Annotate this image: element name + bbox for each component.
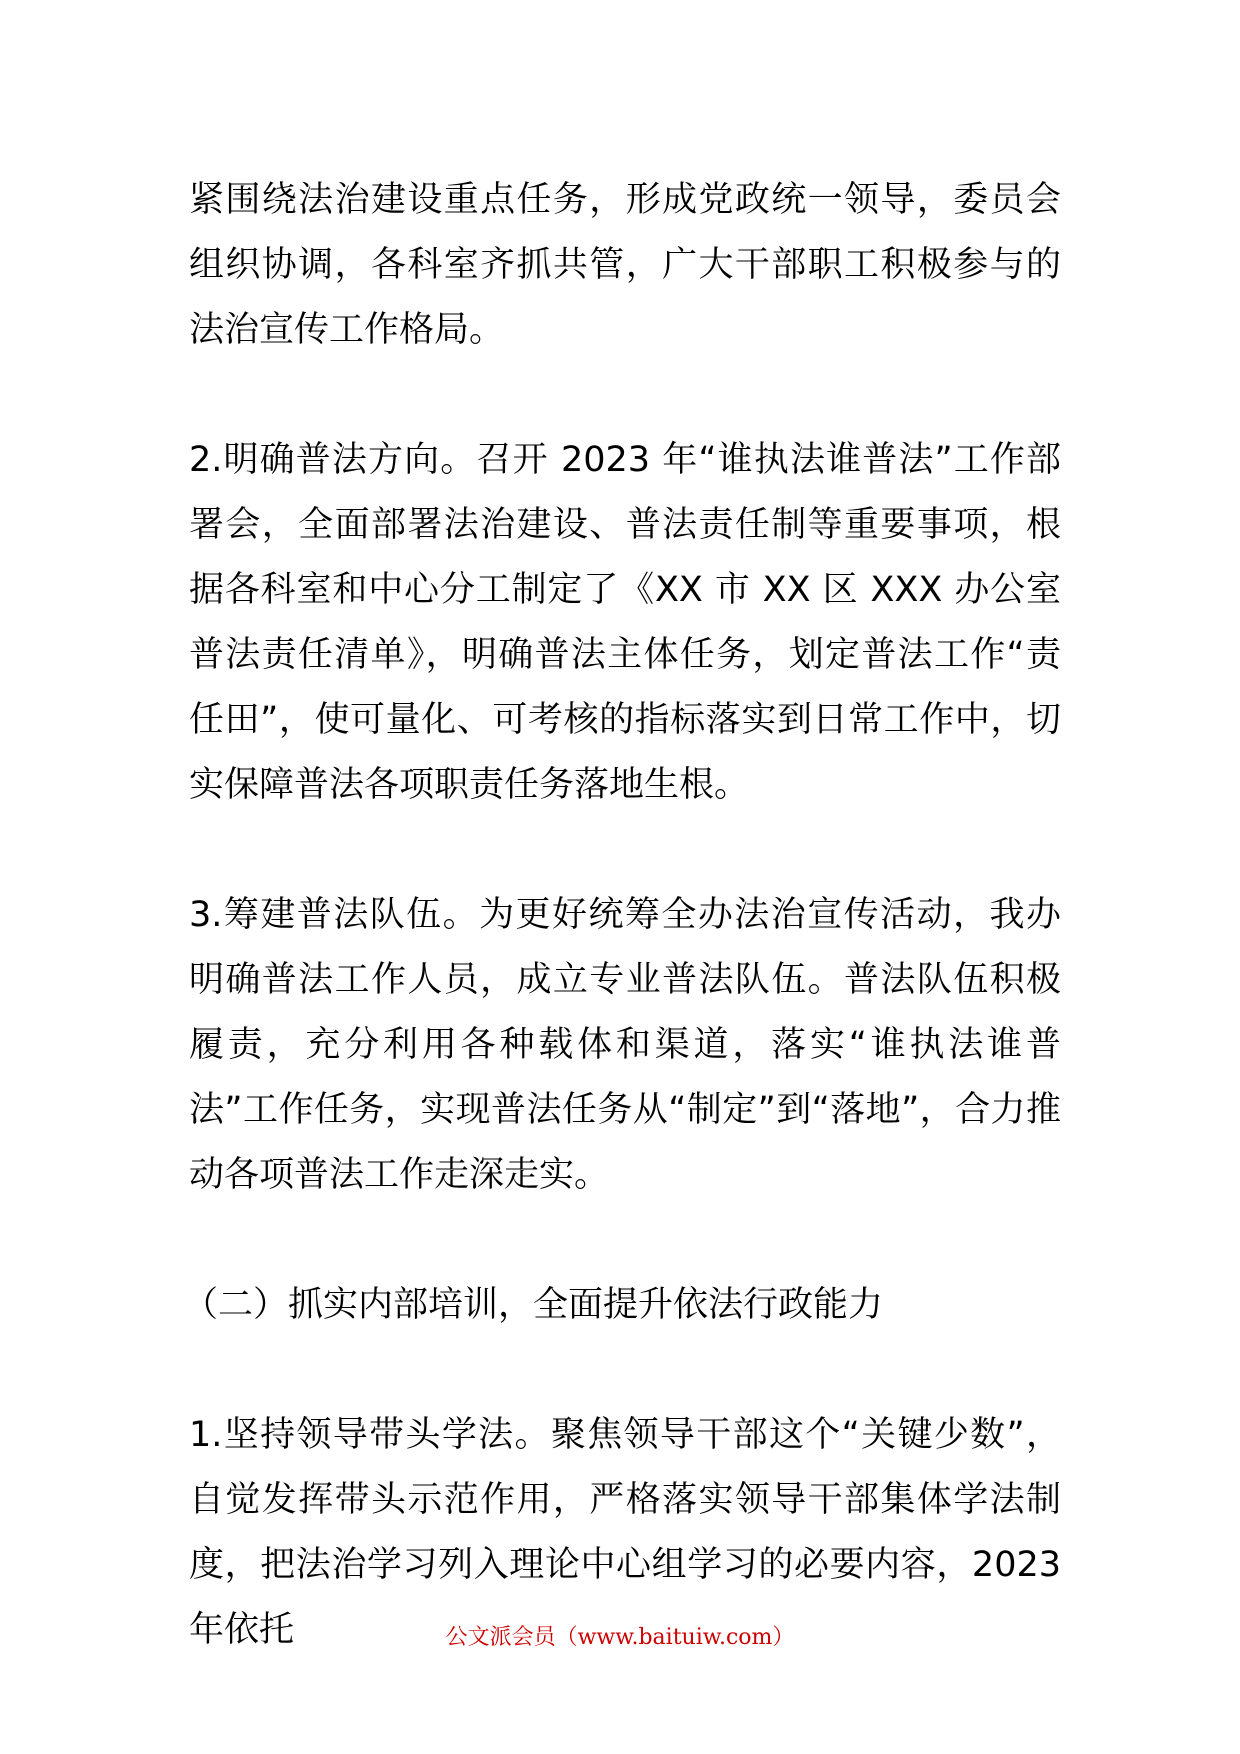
section-heading: （二）抓实内部培训，全面提升依法行政能力 — [183, 1285, 884, 1325]
paragraph-2: 2.明确普法方向。召开 2023 年“谁执法谁普法”工作部署会，全面部署法治建设、普法责任制等重要事项，根据各科室和中心分工制定了《XX 市 XX 区 XXX 办公室普法责任清单》，明确普法主体任务，划定普法工作“责任田”，使可量化、可考核的指标落实到日常工作中，切实保障普法各项职责任务落地生根。 — [189, 440, 1061, 805]
paragraph-spacer — [189, 818, 1061, 883]
document-body — [183, 168, 1061, 1663]
paragraph-spacer — [189, 363, 1061, 428]
paragraph-4: 1.坚持领导带头学法。聚焦领导干部这个“关键少数”，自觉发挥带头示范作用，严格落实领导干部集体学法制度，把法治学习列入理论中心组学习的必要内容，2023 年依托 — [189, 1415, 1061, 1650]
paragraph-1: 紧围绕法治建设重点任务，形成党政统一领导，委员会组织协调，各科室齐抓共管，广大干部职工积极参与的法治宣传工作格局。 — [189, 180, 1061, 350]
paragraph-spacer — [189, 1338, 1061, 1403]
footer-watermark: 公文派会员（www.baituiw.com） — [445, 1625, 795, 1650]
paragraph-3: 3.筹建普法队伍。为更好统筹全办法治宣传活动，我办明确普法工作人员，成立专业普法队伍。普法队伍积极履责，充分利用各种载体和渠道，落实“谁执法谁普法”工作任务，实现普法任务从“制定”到“落地”，合力推动各项普法工作走深走实。 — [189, 895, 1061, 1195]
paragraph-spacer — [189, 1208, 1061, 1273]
